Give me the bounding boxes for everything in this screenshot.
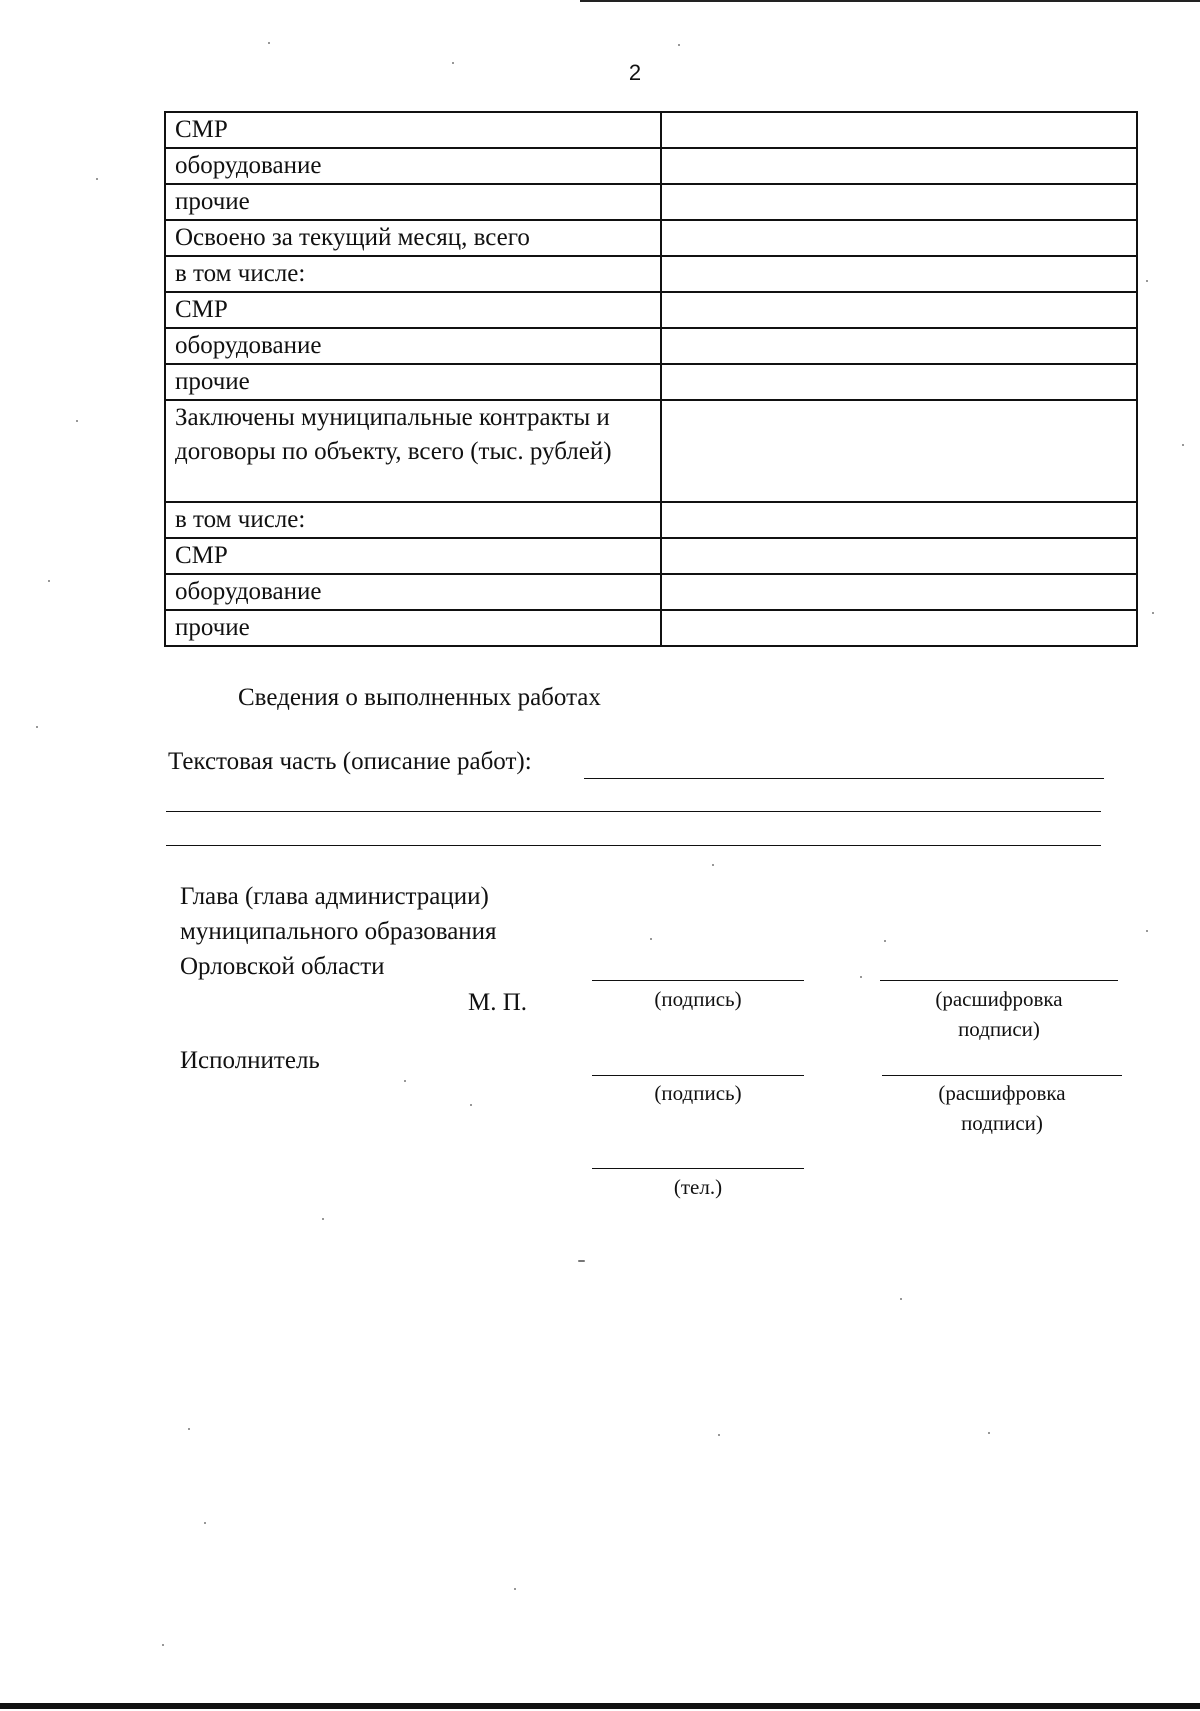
table-row — [165, 220, 1137, 256]
scan-speck — [1152, 612, 1154, 614]
scan-speck — [578, 1260, 585, 1262]
table-row — [165, 400, 1137, 502]
scan-speck — [76, 420, 78, 422]
scan-speck — [36, 726, 38, 728]
row-label: прочие — [165, 610, 661, 646]
scan-speck — [1146, 930, 1148, 932]
executor-signature-line[interactable] — [592, 1075, 804, 1076]
executor-signature-caption: (подпись) — [654, 1081, 742, 1105]
row-value — [661, 184, 1137, 220]
row-value — [661, 292, 1137, 328]
page-number: 2 — [628, 60, 642, 85]
row-value — [661, 538, 1137, 574]
head-decoding-line[interactable] — [880, 980, 1118, 981]
row-value — [661, 220, 1137, 256]
scan-speck — [650, 938, 652, 940]
description-line-2[interactable] — [166, 811, 1101, 812]
scan-speck — [322, 1218, 324, 1220]
row-label: СМР — [165, 292, 661, 328]
scan-speck — [860, 976, 862, 978]
table-row — [165, 610, 1137, 646]
scan-speck — [48, 580, 50, 582]
table-row — [165, 292, 1137, 328]
row-label: оборудование — [165, 328, 661, 364]
row-label: прочие — [165, 184, 661, 220]
row-value — [661, 610, 1137, 646]
table-row — [165, 112, 1137, 148]
description-label: Текстовая часть (описание работ): — [168, 748, 532, 775]
row-value — [661, 112, 1137, 148]
investment-table — [164, 111, 1138, 647]
executor-decoding-caption-2: подписи) — [961, 1111, 1043, 1135]
scan-speck — [884, 940, 886, 942]
head-title-line-3: Орловской области — [180, 953, 385, 980]
table-row — [165, 256, 1137, 292]
row-value — [661, 328, 1137, 364]
row-label: СМР — [165, 112, 661, 148]
row-value — [661, 148, 1137, 184]
description-line-1[interactable] — [584, 778, 1104, 779]
works-section-title: Сведения о выполненных работах — [238, 684, 601, 711]
scan-speck — [1182, 444, 1184, 446]
head-signature-line[interactable] — [592, 980, 804, 981]
row-value — [661, 400, 1137, 502]
row-label: в том числе: — [165, 256, 661, 292]
scan-top-edge — [580, 0, 1200, 2]
scan-bottom-edge — [0, 1703, 1200, 1709]
table-row — [165, 148, 1137, 184]
row-label: оборудование — [165, 574, 661, 610]
executor-phone-line[interactable] — [592, 1168, 804, 1169]
head-signature-caption: (подпись) — [654, 987, 742, 1011]
row-label: прочие — [165, 364, 661, 400]
head-title-line-1: Глава (глава администрации) — [180, 883, 489, 910]
table-row — [165, 184, 1137, 220]
scan-speck — [452, 62, 454, 64]
table-row — [165, 574, 1137, 610]
scan-speck — [1146, 280, 1148, 282]
table-row — [165, 538, 1137, 574]
scan-speck — [188, 1428, 190, 1430]
scan-speck — [514, 1588, 516, 1590]
scan-speck — [204, 1522, 206, 1524]
scan-speck — [718, 1434, 720, 1436]
scan-speck — [268, 42, 270, 44]
scan-speck — [404, 1080, 406, 1082]
scan-speck — [162, 1644, 164, 1646]
row-value — [661, 574, 1137, 610]
row-value — [661, 256, 1137, 292]
table-row — [165, 364, 1137, 400]
table-row — [165, 502, 1137, 538]
row-value — [661, 502, 1137, 538]
head-decoding-caption-2: подписи) — [958, 1017, 1040, 1041]
head-decoding-caption-1: (расшифровка — [935, 987, 1063, 1011]
scan-speck — [712, 864, 714, 866]
scan-speck — [96, 178, 98, 180]
row-label: оборудование — [165, 148, 661, 184]
row-label: Освоено за текущий месяц, всего — [165, 220, 661, 256]
executor-phone-caption: (тел.) — [673, 1175, 723, 1199]
head-title-line-2: муниципального образования — [180, 918, 497, 945]
row-label: Заключены муниципальные контракты и договоры по объекту, всего (тыс. рублей) — [165, 400, 661, 502]
scan-speck — [988, 1432, 990, 1434]
description-line-3[interactable] — [166, 845, 1101, 846]
row-label: СМР — [165, 538, 661, 574]
scan-speck — [678, 44, 680, 46]
executor-label: Исполнитель — [180, 1047, 320, 1074]
executor-decoding-line[interactable] — [882, 1075, 1122, 1076]
table-row — [165, 328, 1137, 364]
stamp-place-label: М. П. — [468, 989, 528, 1016]
scan-speck — [900, 1298, 902, 1300]
row-label: в том числе: — [165, 502, 661, 538]
row-value — [661, 364, 1137, 400]
executor-decoding-caption-1: (расшифровка — [938, 1081, 1066, 1105]
scan-speck — [470, 1104, 472, 1106]
